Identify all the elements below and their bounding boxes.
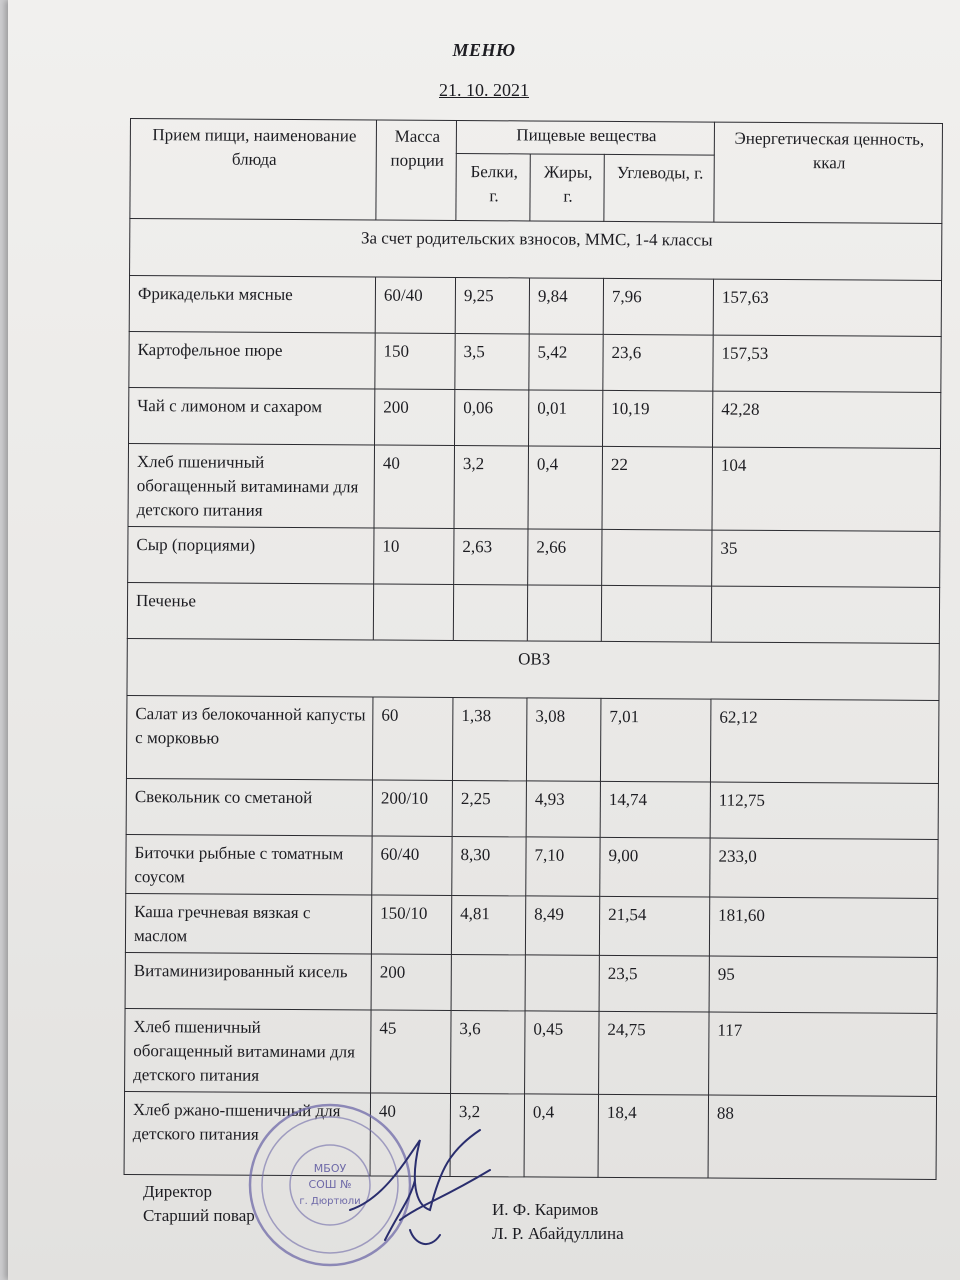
cell-carbs: 22: [602, 446, 713, 530]
cell-carbs: 21,54: [599, 896, 709, 956]
cell-protein: 3,2: [450, 1093, 525, 1176]
cell-carbs: 23,5: [599, 955, 709, 1012]
cell-protein: 1,38: [452, 697, 527, 780]
cell-mass: [373, 584, 453, 640]
section-parents: За счет родительских взносов, ММС, 1-4 классы: [130, 219, 942, 281]
cell-energy: 181,60: [709, 897, 937, 957]
cell-carbs: 7,96: [603, 278, 713, 335]
cell-name: Салат из белокочанной капусты с морковью: [126, 695, 373, 780]
cell-mass: 60/40: [375, 277, 455, 333]
cell-name: Картофельное пюре: [129, 331, 375, 389]
cell-energy: 42,28: [713, 391, 941, 448]
table-row: [127, 582, 939, 643]
cell-mass: 40: [370, 1093, 451, 1176]
cell-mass: 60: [372, 697, 453, 780]
document-date: 21. 10. 2021: [439, 80, 529, 100]
cell-name: Хлеб пшеничный обогащенный витаминами для детского питания: [128, 443, 375, 528]
handwritten-signature: [340, 1110, 500, 1260]
cell-fat: 2,66: [528, 529, 602, 585]
header-meal: Прием пищи, наименование блюда: [130, 119, 377, 221]
cell-fat: 9,84: [529, 278, 603, 334]
menu-table: [124, 118, 943, 1180]
cell-mass: 200: [375, 389, 455, 445]
cell-carbs: 24,75: [599, 1011, 710, 1095]
cell-protein: 3,2: [454, 445, 529, 528]
table-row: [126, 778, 938, 839]
cell-carbs: 9,00: [600, 837, 710, 897]
cell-fat: 0,4: [528, 446, 603, 529]
cell-energy: 157,63: [713, 279, 941, 336]
cell-carbs: 14,74: [600, 781, 710, 838]
cell-protein: 4,81: [451, 895, 525, 954]
cell-carbs: [601, 585, 711, 642]
cell-energy: 112,75: [710, 782, 938, 839]
header-mass: Масса порции: [376, 120, 457, 220]
cell-name: Сыр (порциями): [128, 526, 374, 584]
cell-name: Биточки рыбные с томатным соусом: [126, 834, 372, 895]
cell-carbs: 23,6: [603, 334, 713, 391]
table-row: [125, 1008, 937, 1096]
cell-protein: [451, 954, 525, 1010]
cell-energy: 233,0: [710, 838, 938, 898]
header-energy: Энергетическая ценность, ккал: [714, 122, 943, 223]
table-row: [128, 443, 940, 531]
cell-protein: 3,5: [455, 333, 529, 389]
chef-name: Л. Р. Абайдуллина: [492, 1224, 624, 1243]
cell-energy: [711, 586, 939, 643]
cell-fat: 0,45: [525, 1011, 600, 1094]
cell-energy: 117: [709, 1012, 938, 1096]
header-nutrients: Пищевые вещества: [456, 120, 714, 155]
section-ovz: ОВЗ: [127, 638, 939, 700]
cell-fat: 0,01: [529, 390, 603, 446]
cell-energy: 35: [712, 530, 940, 587]
stamp-text-mid: СОШ №: [308, 1178, 352, 1191]
cell-name: Каша гречневая вязкая с маслом: [125, 893, 371, 954]
table-row: [129, 276, 941, 337]
cell-name: Чай с лимоном и сахаром: [129, 387, 375, 445]
table-row: [125, 893, 937, 957]
cell-mass: 10: [374, 528, 454, 584]
cell-protein: 8,30: [452, 836, 526, 895]
cell-name: Печенье: [127, 582, 373, 640]
cell-carbs: 7,01: [600, 698, 711, 782]
cell-energy: 157,53: [713, 335, 941, 392]
table-row: [126, 695, 938, 783]
cell-fat: [525, 955, 599, 1011]
cell-name: Хлеб ржано-пшеничный для детского питания: [124, 1091, 371, 1176]
cell-fat: 5,42: [529, 334, 603, 390]
cell-protein: 2,25: [452, 780, 526, 836]
cell-name: Фрикадельки мясные: [129, 276, 375, 334]
cell-name: Хлеб пшеничный обогащенный витаминами для детского питания: [125, 1008, 372, 1093]
cell-fat: 0,4: [524, 1094, 599, 1177]
cell-protein: 2,63: [454, 528, 528, 584]
cell-fat: 3,08: [526, 698, 601, 781]
table-row: [126, 834, 938, 898]
cell-mass: 40: [374, 445, 455, 528]
header-protein: Белки, г.: [456, 153, 530, 220]
table-row: [125, 952, 937, 1013]
cell-carbs: [602, 529, 712, 586]
director-title: Директор: [143, 1182, 212, 1201]
cell-mass: 200/10: [372, 780, 452, 836]
cell-mass: 150: [375, 333, 455, 389]
cell-mass: 45: [371, 1010, 452, 1093]
header-fat: Жиры, г.: [530, 154, 604, 221]
cell-energy: 95: [709, 956, 937, 1013]
chef-title: Старший повар: [143, 1206, 255, 1225]
cell-energy: 88: [708, 1095, 937, 1179]
cell-protein: 0,06: [455, 389, 529, 445]
cell-mass: 150/10: [371, 895, 451, 954]
cell-carbs: 18,4: [598, 1094, 709, 1178]
cell-name: Свекольник со сметаной: [126, 778, 372, 836]
table-row: [129, 331, 941, 392]
director-name: И. Ф. Каримов: [492, 1200, 599, 1219]
table-row: [129, 387, 941, 448]
cell-fat: 4,93: [526, 781, 600, 837]
cell-protein: 9,25: [455, 277, 529, 333]
cell-mass: 60/40: [372, 836, 452, 895]
cell-fat: 7,10: [526, 837, 600, 896]
table-row: [128, 526, 940, 587]
cell-name: Витаминизированный кисель: [125, 952, 371, 1010]
cell-fat: [527, 585, 601, 641]
cell-energy: 104: [712, 447, 941, 531]
stamp-text-top: МБОУ: [313, 1162, 347, 1175]
cell-fat: 8,49: [525, 896, 599, 955]
cell-carbs: 10,19: [603, 390, 713, 447]
cell-energy: 62,12: [710, 699, 939, 783]
cell-protein: [453, 584, 527, 640]
header-carbs: Углеводы, г.: [604, 154, 714, 222]
cell-protein: 3,6: [451, 1010, 526, 1093]
cell-mass: 200: [371, 954, 451, 1010]
document-title: МЕНЮ: [452, 40, 516, 60]
stamp-text-bottom: г. Дюртюли: [299, 1196, 361, 1207]
